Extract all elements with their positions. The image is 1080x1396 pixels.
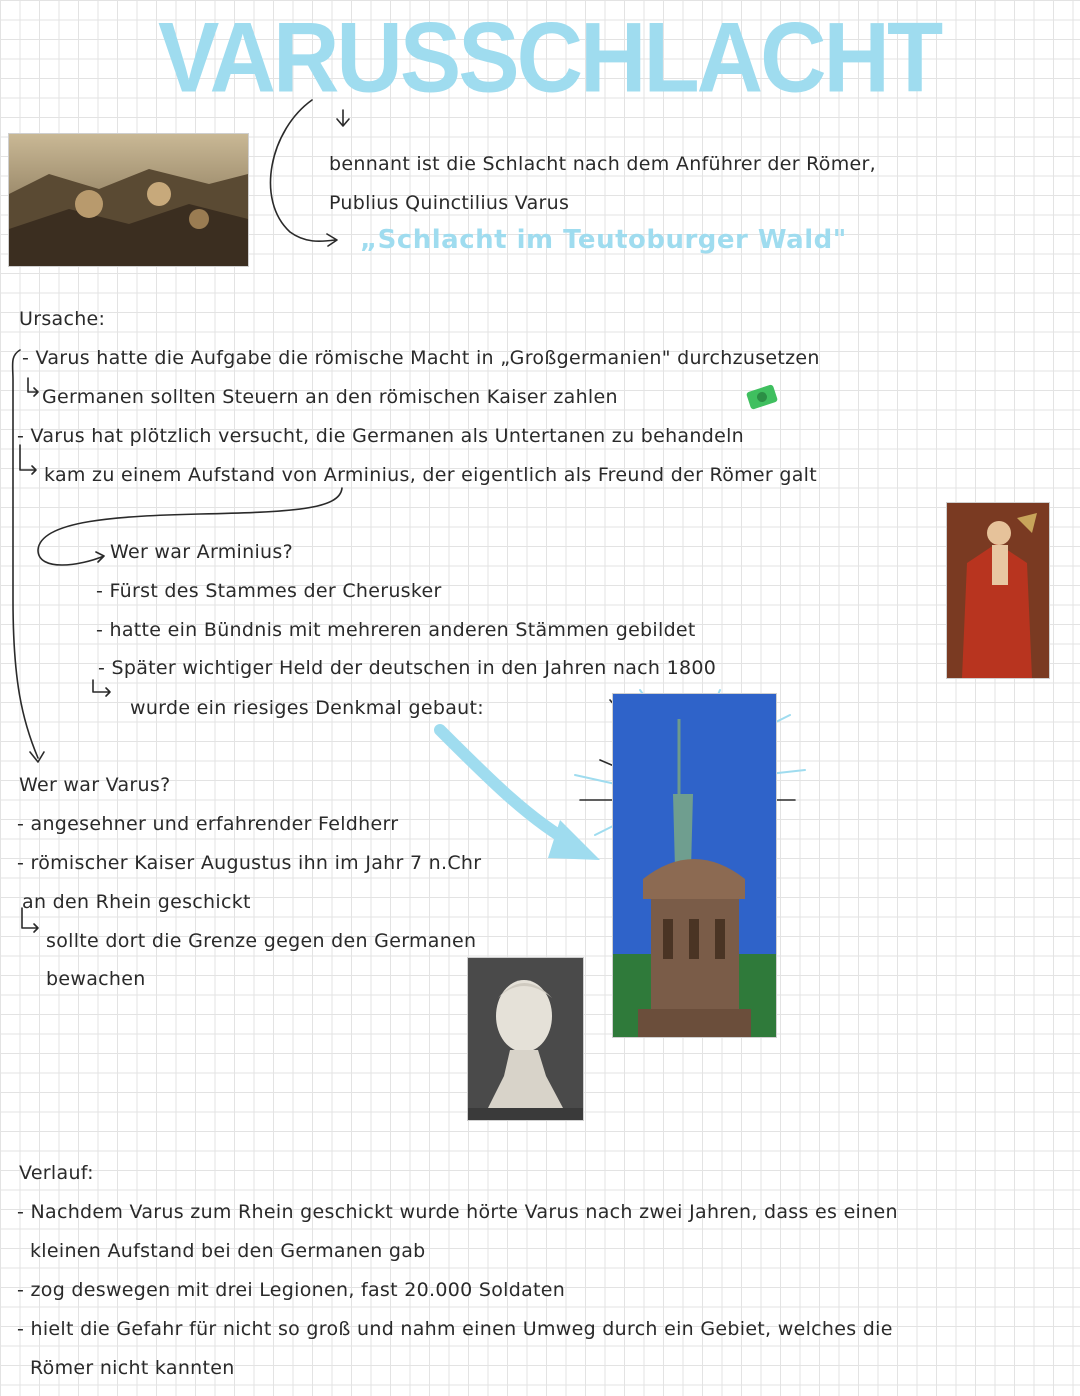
battle-name-quote: „Schlacht im Teutoburger Wald" — [360, 225, 847, 255]
curve-arrow-icon — [270, 100, 337, 246]
arminius-line-3: - Später wichtiger Held der deutschen in den Jahren nach 1800 — [98, 657, 717, 679]
varus-bust-photo — [467, 957, 584, 1121]
arminius-line-1: - Fürst des Stammes der Cherusker — [96, 580, 442, 602]
verlauf-line-4: - hielt die Gefahr für nicht so groß und nahm einen Umweg durch ein Gebiet, welches die — [17, 1318, 893, 1340]
varus-line-2: - römischer Kaiser Augustus ihn im Jahr 7 n.Chr — [17, 852, 482, 874]
page-title: VARUSSCHLACHT — [158, 3, 941, 114]
ursache-line-1: - Varus hatte die Aufgabe die römische Macht in „Großgermanien" durchzusetzen — [22, 347, 820, 369]
arminius-heading: Wer war Arminius? — [110, 541, 293, 563]
varus-line-4: sollte dort die Grenze gegen den Germanen — [46, 930, 477, 952]
arminius-line-4: wurde ein riesiges Denkmal gebaut: — [130, 697, 484, 719]
varus-line-5: bewachen — [46, 968, 146, 990]
varus-line-1: - angesehner und erfahrender Feldherr — [17, 813, 399, 835]
hook-arrow-icon — [93, 680, 110, 696]
intro-line-1: bennant ist die Schlacht nach dem Anführer der Römer, — [329, 153, 876, 175]
battle-painting — [8, 133, 249, 267]
hermann-monument-photo — [612, 693, 777, 1038]
verlauf-line-5: Römer nicht kannten — [30, 1357, 235, 1379]
down-arrow-icon — [337, 110, 349, 126]
hook-arrow-icon — [28, 378, 38, 396]
arminius-line-2: - hatte ein Bündnis mit mehreren anderen Stämmen gebildet — [96, 619, 696, 641]
money-icon — [746, 384, 778, 410]
ursache-line-3: - Varus hat plötzlich versucht, die Germanen als Untertanen zu behandeln — [17, 425, 744, 447]
verlauf-line-2: kleinen Aufstand bei den Germanen gab — [30, 1240, 426, 1262]
varus-heading: Wer war Varus? — [19, 774, 171, 796]
verlauf-line-3: - zog deswegen mit drei Legionen, fast 20.000 Soldaten — [17, 1279, 566, 1301]
arminius-painting — [946, 502, 1050, 679]
intro-line-2: Publius Quinctilius Varus — [329, 192, 570, 214]
varus-line-3: an den Rhein geschickt — [22, 891, 251, 913]
verlauf-line-1: - Nachdem Varus zum Rhein geschickt wurde hörte Varus nach zwei Jahren, dass es einen — [17, 1201, 898, 1223]
hook-arrow-icon — [20, 445, 36, 474]
blue-arrow-icon — [440, 730, 600, 860]
ursache-heading: Ursache: — [19, 308, 106, 330]
ursache-line-4: kam zu einem Aufstand von Arminius, der eigentlich als Freund der Römer galt — [44, 464, 818, 486]
ursache-line-2: Germanen sollten Steuern an den römischen Kaiser zahlen — [42, 386, 618, 408]
verlauf-heading: Verlauf: — [19, 1162, 94, 1184]
